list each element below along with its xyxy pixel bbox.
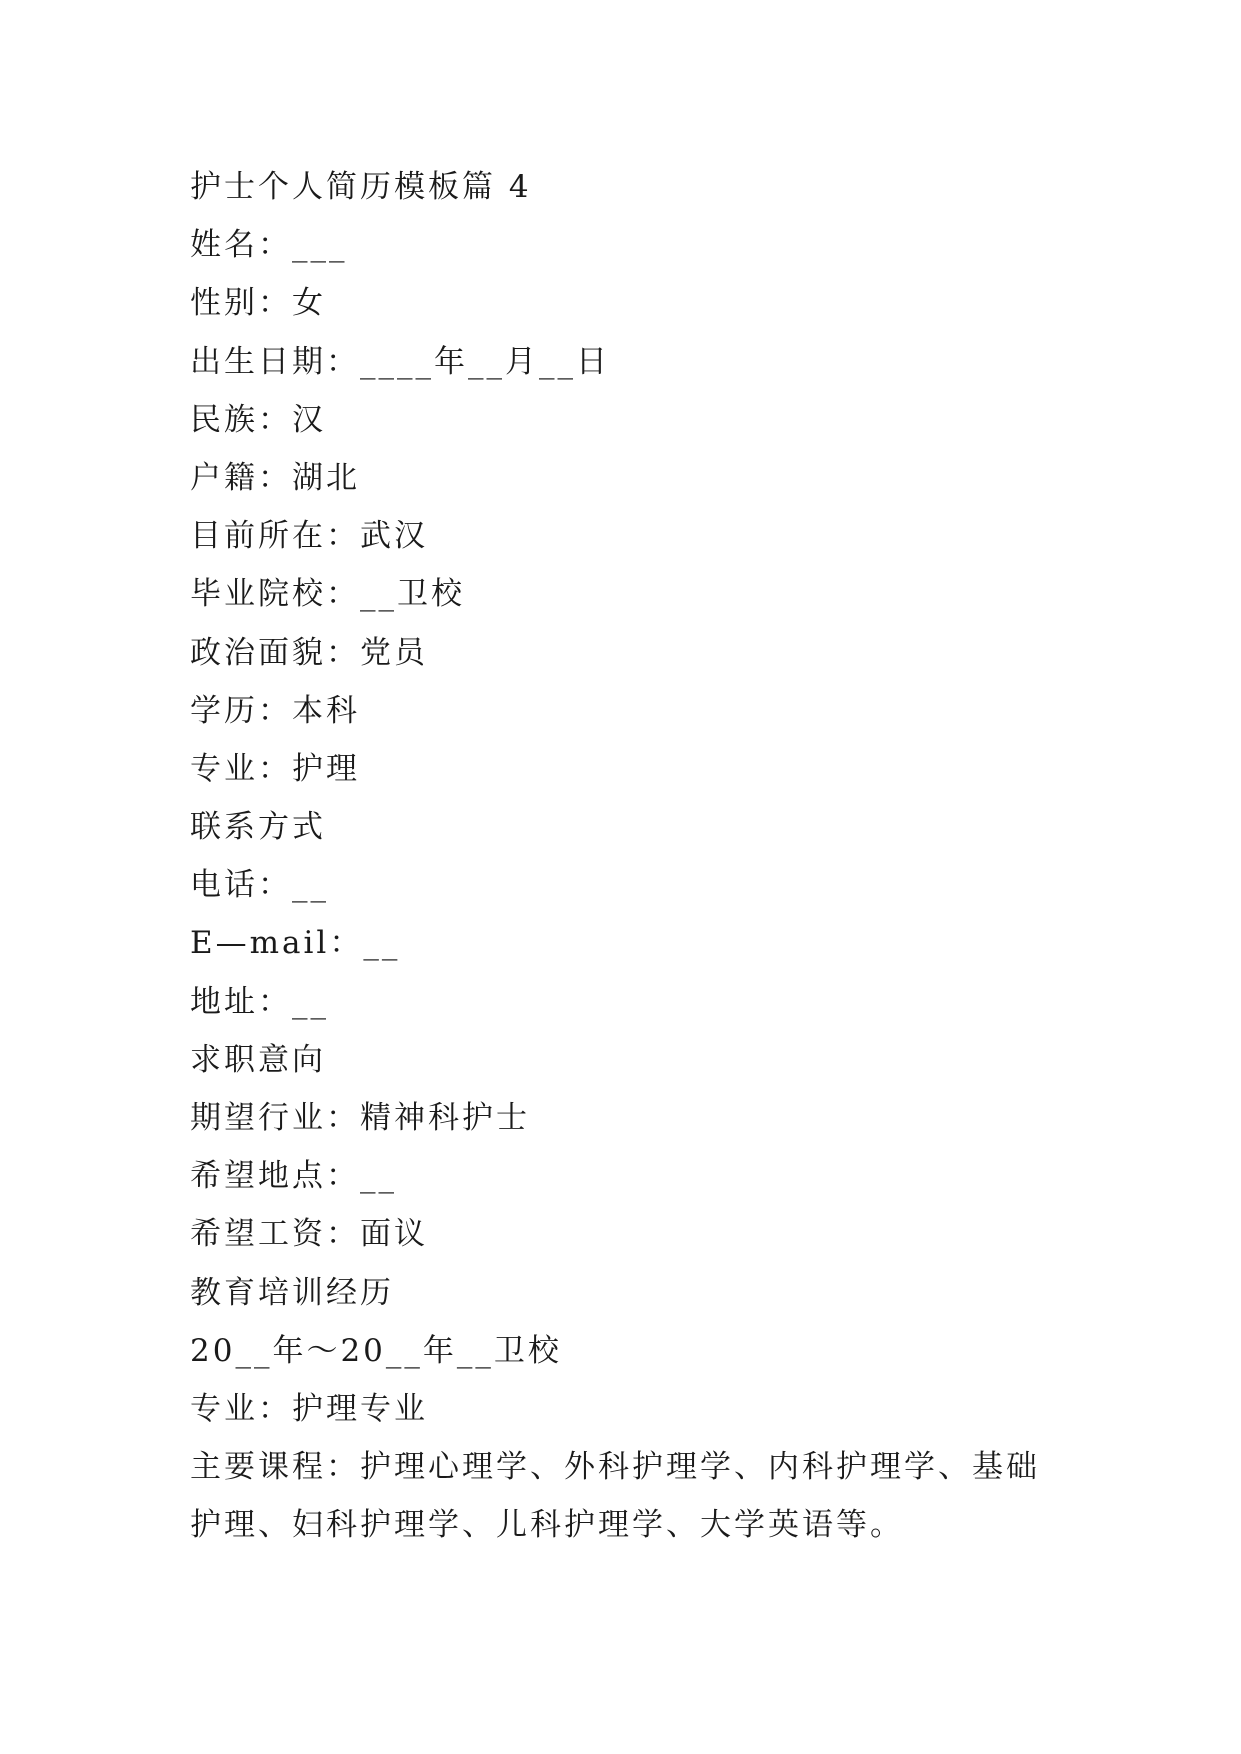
major-line: 专业：护理 bbox=[190, 750, 360, 787]
education-level-line: 学历：本科 bbox=[190, 692, 360, 729]
birthdate-line: 出生日期：____年__月__日 bbox=[190, 343, 610, 380]
political-status-line: 政治面貌：党员 bbox=[190, 634, 428, 671]
phone-line: 电话：__ bbox=[190, 867, 329, 904]
education-history-heading: 教育培训经历 bbox=[190, 1274, 394, 1311]
contact-section-heading: 联系方式 bbox=[190, 809, 326, 846]
education-major-line: 专业：护理专业 bbox=[190, 1390, 428, 1427]
school-line: 毕业院校：__卫校 bbox=[190, 576, 465, 613]
email-line: E—mail：__ bbox=[190, 925, 401, 962]
education-period-line: 20__年～20__年__卫校 bbox=[190, 1332, 562, 1369]
desired-salary-line: 希望工资：面议 bbox=[190, 1216, 428, 1253]
address-line: 地址：__ bbox=[190, 983, 329, 1020]
desired-industry-line: 期望行业：精神科护士 bbox=[190, 1100, 530, 1136]
gender-line: 性别：女 bbox=[190, 285, 326, 322]
ethnicity-line: 民族：汉 bbox=[190, 401, 326, 438]
desired-location-line: 希望地点：__ bbox=[190, 1158, 397, 1195]
household-line: 户籍：湖北 bbox=[190, 459, 360, 496]
current-location-line: 目前所在：武汉 bbox=[190, 518, 428, 555]
job-intention-heading: 求职意向 bbox=[190, 1041, 326, 1078]
name-line: 姓名：___ bbox=[190, 227, 348, 264]
main-courses-paragraph: 主要课程：护理心理学、外科护理学、内科护理学、基础护理、妇科护理学、儿科护理学、大学英语等。 bbox=[190, 1449, 1040, 1544]
document-body bbox=[190, 158, 1070, 1555]
document-title: 护士个人简历模板篇 4 bbox=[190, 169, 532, 205]
